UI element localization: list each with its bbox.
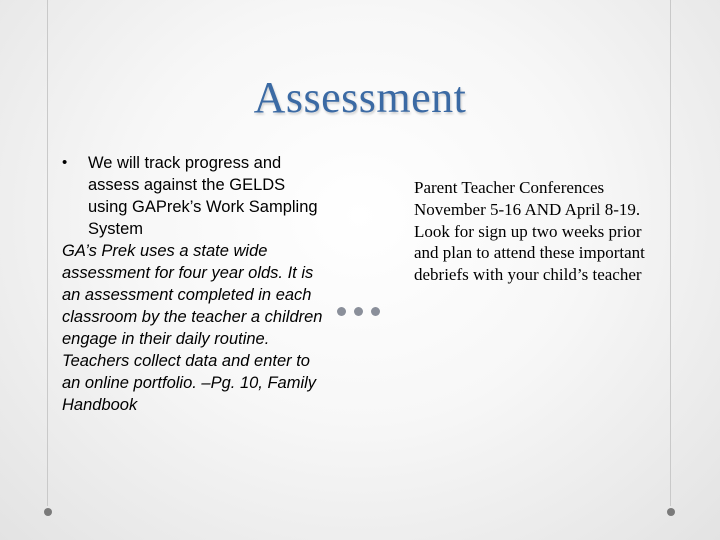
ellipsis-dot (354, 307, 363, 316)
ellipsis-dot (371, 307, 380, 316)
frame-dot-left (44, 508, 52, 516)
ellipsis-icon (337, 307, 381, 319)
left-text-column (62, 152, 324, 416)
bullet-icon: • (62, 154, 68, 171)
slide-title: Assessment (253, 73, 467, 122)
assessment-description: GA’s Prek uses a state wide assessment for four year olds. It is an assessment completed in each classroom by the teacher a children engage in their daily routine. Teachers collect data and enter to an online portfolio. –Pg. 10, Family Handbook (62, 242, 323, 414)
conference-text: Parent Teacher Conferences November 5-16 AND April 8-19. Look for sign up two weeks prior and plan to attend these important debriefs with your child’s teacher (414, 178, 645, 285)
bullet-text: We will track progress and assess against the GELDS using GAPrek’s Work Sampling System (88, 154, 318, 238)
ellipsis-dot (337, 307, 346, 316)
bullet-item (62, 152, 324, 240)
frame-dot-right (667, 508, 675, 516)
